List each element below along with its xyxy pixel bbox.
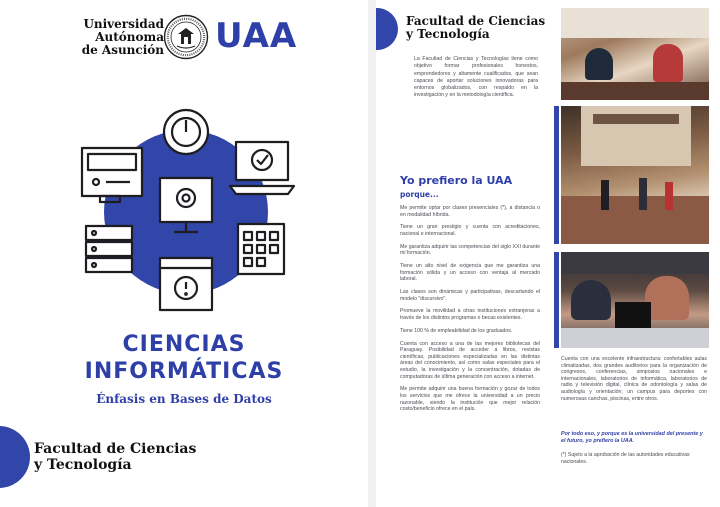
campus-building-photo	[561, 106, 709, 244]
faculty-line: y Tecnología	[34, 457, 132, 473]
closing-statement: Por todo eso, y porque es la universidad del presente y el futuro, yo prefiero la UAA.	[561, 431, 703, 444]
reason-item: Tiene un gran prestigio y cuenta con acreditaciones, nacional e internacional.	[400, 224, 540, 237]
program-title-line1: CIENCIAS	[122, 332, 246, 357]
program-subtitle: Énfasis en Bases de Datos	[96, 392, 272, 406]
university-name	[74, 18, 164, 57]
university-seal-icon	[163, 14, 209, 60]
decorative-blue-circle	[376, 8, 398, 50]
page-gutter	[368, 0, 376, 507]
university-name-line: de Asunción	[81, 43, 164, 57]
section-heading: Yo prefiero la UAA	[400, 174, 513, 187]
brochure-info-page	[376, 0, 720, 507]
faculty-intro-text: La Facultad de Ciencias y Tecnologías tiene como objetivo formar profesionales honestos, emprendedores y altamente cualificados, que sean capaces de aportar soluciones innovadoras para entornos globalizados, con respaldo en la investigación y en la metodología científica.	[414, 56, 538, 99]
computer-lab-photo	[561, 252, 709, 348]
faculty-line: y Tecnología	[406, 27, 490, 41]
faculty-name-right	[406, 15, 545, 41]
students-lounge-photo	[561, 8, 709, 100]
university-name-line: Universidad	[83, 17, 164, 31]
university-name-line: Autónoma	[95, 30, 164, 44]
reason-item: Tiene 100 % de empleabilidad de los graduados.	[400, 327, 513, 334]
computing-illustration	[78, 108, 298, 318]
decorative-blue-bar	[554, 252, 559, 348]
reason-item: Las clases son dinámicas y participativas, descartando el modelo "discursivo".	[400, 289, 540, 302]
reason-item: Me garantiza adquirir las competencias del siglo XXI durante mi formación.	[400, 243, 540, 257]
decorative-blue-circle	[0, 426, 30, 488]
decorative-blue-bar	[554, 106, 559, 244]
reason-item: Promueve la movilidad a otras instituciones extranjeras a través de los distintos programas o becas existentes.	[400, 308, 540, 322]
reason-item: Tiene un alto nivel de exigencia que me garantiza una formación sólida y un acceso con ventaja al mercado laboral.	[400, 263, 540, 283]
reason-item: Me permite adquirir una buena formación y gozar de todos los servicios que me ofrece la universidad a un precio razonable, siendo la institución que mejor relación costo/beneficio ofrece en el país.	[400, 386, 540, 413]
faculty-name-left	[34, 441, 196, 473]
reasons-list	[400, 205, 540, 419]
footnote: (*) Sujeto a la aprobación de las autoridades educativas nacionales.	[561, 452, 690, 465]
program-title-line2: INFORMÁTICAS	[84, 359, 284, 384]
faculty-line: Facultad de Ciencias	[406, 14, 546, 28]
infrastructure-text: Cuenta con una excelente infraestructura: confortables aulas climatizadas, dos grandes auditorios para la organización de congresos, conferencias, simposios nacionales e internacionales, laboratorios de informática, laboratorios de radio y televisión digital, clínica de odontología y salas de audiología y orientación; un campus para deportes con numerosas canchas, piscinas, entre otros.	[561, 356, 707, 402]
uaa-logo-text: UAA	[215, 16, 298, 56]
reason-item: Me permite optar por clases presenciales (*), a distancia o en modalidad híbrida.	[400, 205, 540, 218]
faculty-line: Facultad de Ciencias	[34, 441, 197, 457]
reason-item: Cuenta con acceso a una de las mejores bibliotecas del Paraguay. Posibilidad de acceder a libros, revistas científicas, publicaciones especializadas en las distintas áreas del conocimiento, así como salas especiales para el estudio, la investigación y la concentración, dotadas de computadoras de última generación con acceso a internet.	[400, 340, 540, 380]
section-subheading: porque...	[400, 190, 439, 199]
